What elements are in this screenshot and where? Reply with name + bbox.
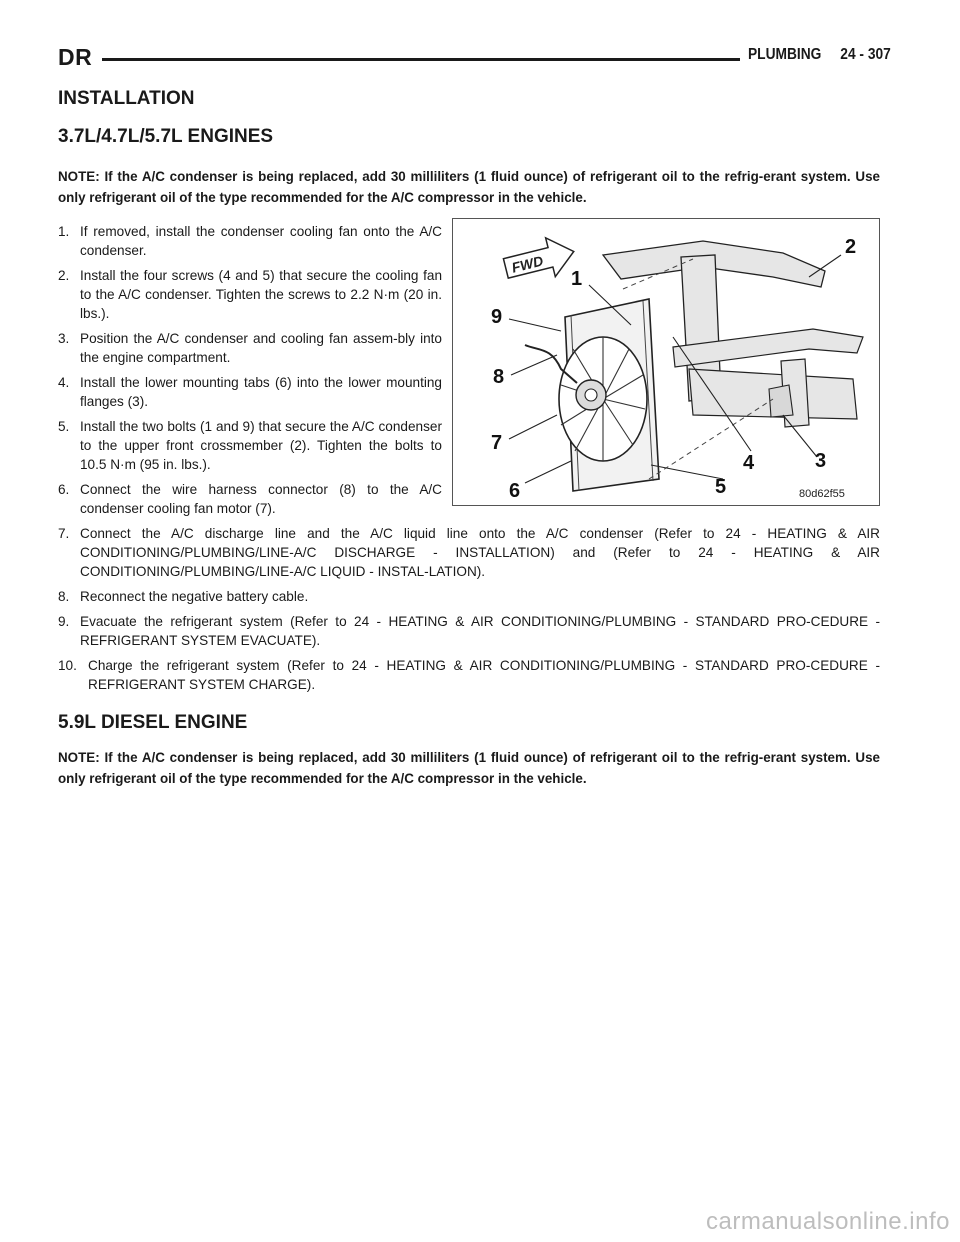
page-header [58, 44, 891, 74]
callout-8: 8 [493, 366, 505, 388]
callout-5: 5 [715, 476, 727, 498]
condenser-figure [452, 218, 880, 506]
heading-gas-engines: 3.7L/4.7L/5.7L ENGINES [58, 126, 274, 147]
fwd-arrow [501, 232, 579, 288]
lower-mounting-flange [769, 385, 793, 417]
callout-2: 2 [845, 236, 857, 258]
fwd-label: FWD [509, 252, 545, 276]
heading-diesel: 5.9L DIESEL ENGINE [58, 712, 248, 733]
callout-4: 4 [743, 452, 755, 474]
callout-6: 6 [509, 480, 521, 502]
step-9: 9. Evacuate the refrigerant system (Refer to 24 - HEATING & AIR CONDITIONING/PLUMBING - STANDARD PRO-CEDURE - REFRIGERANT SYSTEM EVACUATE). [58, 614, 880, 648]
step-5: 5. Install the two bolts (1 and 9) that secure the A/C condenser to the upper front crossmember (2). Tighten the bolts to 10.5 N·m (95 in. lbs.). [58, 419, 442, 472]
step-7: 7. Connect the A/C discharge line and the A/C liquid line onto the A/C condenser (Refer to 24 - HEATING & AIR CONDITIONING/PLUMBING/LINE-A/C DISCHARGE - INSTALLATION) and (Refer to 24 - HEATING & AIR CONDITIONING/PLUMBING/LINE-A/C LIQUID - INSTAL-LATION). [58, 526, 880, 579]
step-4: 4. Install the lower mounting tabs (6) into the lower mounting flanges (3). [58, 375, 442, 409]
step-3: 3. Position the A/C condenser and cooling fan assem-bly into the engine compartment. [58, 331, 442, 365]
step-8: 8. Reconnect the negative battery cable. [58, 589, 309, 604]
step-2: 2. Install the four screws (4 and 5) that secure the cooling fan to the A/C condenser. Tighten the screws to 2.2 N·m (20 in. lbs.). [58, 268, 442, 321]
watermark: carmanualsonline.info [706, 1208, 950, 1235]
header-title: PLUMBING [748, 46, 822, 63]
condenser-illustration [453, 219, 879, 505]
cooling-fan [559, 337, 647, 461]
step-10: 10. Charge the refrigerant system (Refer to 24 - HEATING & AIR CONDITIONING/PLUMBING - STANDARD PRO-CEDURE - REFRIGERANT SYSTEM CHARGE). [58, 658, 880, 692]
header-title-block [748, 46, 910, 64]
heading-installation: INSTALLATION [58, 88, 195, 109]
callout-1: 1 [571, 268, 583, 290]
callout-7: 7 [491, 432, 503, 454]
figure-id: 80d62f55 [799, 488, 845, 500]
callout-3: 3 [815, 450, 827, 472]
section-code: DR [58, 44, 93, 70]
header-rule [102, 58, 740, 61]
note-gas: NOTE: If the A/C condenser is being replaced, add 30 milliliters (1 fluid ounce) of refrigerant oil to the refrig-erant system. Use only refrigerant oil of the type recommended for the A/C compressor in the vehicle. [58, 169, 880, 205]
callout-9: 9 [491, 306, 503, 328]
note-diesel: NOTE: If the A/C condenser is being replaced, add 30 milliliters (1 fluid ounce) of refrigerant oil to the refrig-erant system. Use only refrigerant oil of the type recommended for the A/C compressor in the vehicle. [58, 750, 880, 786]
step-1: 1. If removed, install the condenser cooling fan onto the A/C condenser. [58, 224, 442, 258]
page-number: 24 - 307 [840, 46, 891, 63]
step-6: 6. Connect the wire harness connector (8) to the A/C condenser cooling fan motor (7). [58, 482, 442, 516]
